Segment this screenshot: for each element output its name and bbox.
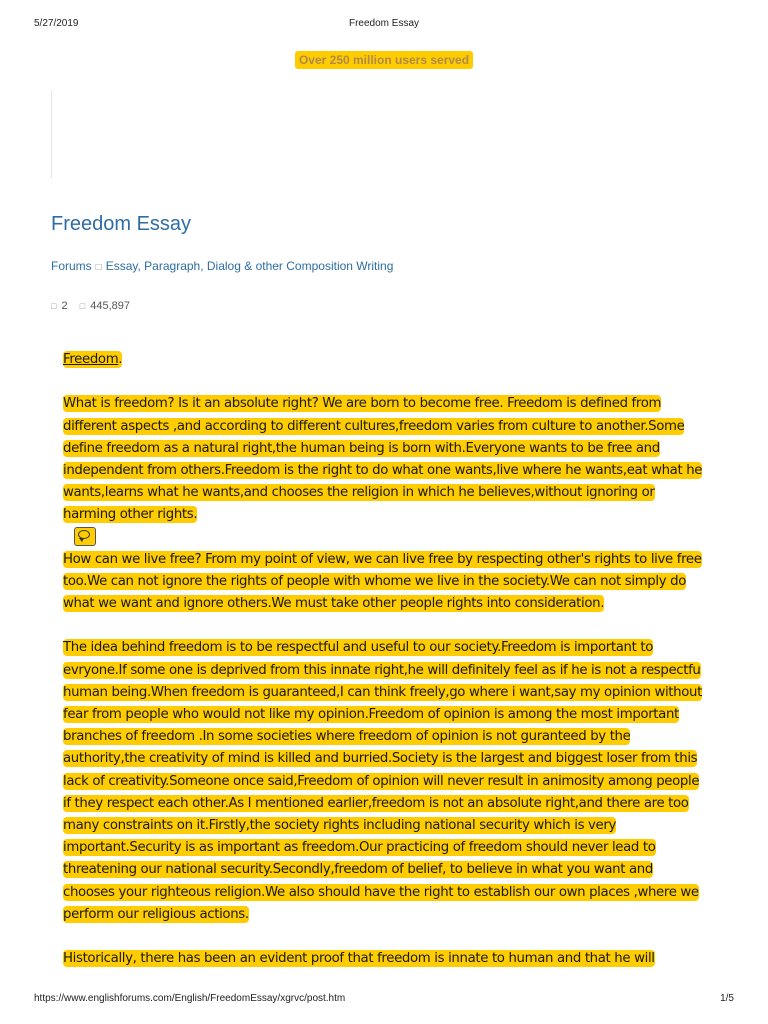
- post-paragraph-2: How can we live free? From my point of view, we can live free by respecting other's rights to live free too.We can not ignore the rights of people with whome we live in the society.We can not simply do what we want and ignore others.We must take other people rights into consideration.: [63, 551, 702, 612]
- ad-placeholder: [51, 90, 52, 178]
- breadcrumb-forums-link[interactable]: Forums: [51, 259, 92, 273]
- post-paragraph-4: Historically, there has been an evident proof that freedom is innate to human and that he will: [63, 951, 655, 967]
- page-title: Freedom Essay: [51, 213, 192, 235]
- views-count: 445,897: [90, 300, 131, 312]
- replies-icon: □: [51, 301, 57, 311]
- post-heading-text: Freedom: [63, 352, 119, 367]
- breadcrumb-category-link[interactable]: Essay, Paragraph, Dialog & other Composition Writing: [105, 259, 394, 273]
- print-title: Freedom Essay: [348, 18, 420, 29]
- print-footer: [0, 993, 768, 1007]
- banner-text: Over 250 million users served: [295, 51, 473, 69]
- promo-banner: [0, 51, 768, 69]
- comment-bubble-icon[interactable]: [74, 527, 96, 546]
- print-page-number: 1/5: [720, 993, 734, 1004]
- print-url: https://www.englishforums.com/English/FreedomEssay/xgrvc/post.htm: [34, 993, 346, 1004]
- breadcrumb: [51, 259, 393, 273]
- post-paragraph-1: What is freedom? Is it an absolute right? We are born to become free. Freedom is defined from different aspects ,and according to different cultures,freedom varies from culture to another.Some define freedom as a natural right,the human being is born with.Everyone wants to be free and independent from others.Freedom is the right to do what one wants,live where he wants,eat what he wants,learns what he wants,and chooses the religion in which he believes,without ignoring or harming other rights.: [63, 396, 703, 523]
- replies-count: 2: [61, 300, 68, 312]
- post-heading: Freedom.: [63, 352, 123, 367]
- post-body: [63, 349, 703, 970]
- breadcrumb-separator-icon: □: [95, 262, 102, 273]
- post-paragraph-3: The idea behind freedom is to be respectful and useful to our society.Freedom is important to evryone.If some one is deprived from this innate right,he will definitely feel as if he is not a respectfu human being.When freedom is guaranteed,I can think freely,go where i want,say my opinion without fear from people who would not like my opinion.Freedom of opinion is among the most important branches of freedom .In some societies where freedom of opinion is not guranteed by the authority,the creativity of mind is killed and burried.Society is the largest and biggest loser from this lack of creativity.Someone once said,Freedom of opinion will never result in animosity among people if they respect each other.As I mentioned earlier,freedom is not an absolute right,and there are too many constraints on it.Firstly,the society rights including national security which is very important.Security is as important as freedom.Our practicing of freedom should never lead to threatening our national security.Secondly,freedom of belief, to believe in what you want and chooses your righteous religion.We also should have the right to establish our own places ,where we perform our religious actions.: [63, 640, 702, 922]
- print-header: [0, 18, 768, 32]
- print-date: 5/27/2019: [34, 18, 79, 29]
- thread-stats: [51, 300, 130, 312]
- views-icon: □: [79, 301, 86, 311]
